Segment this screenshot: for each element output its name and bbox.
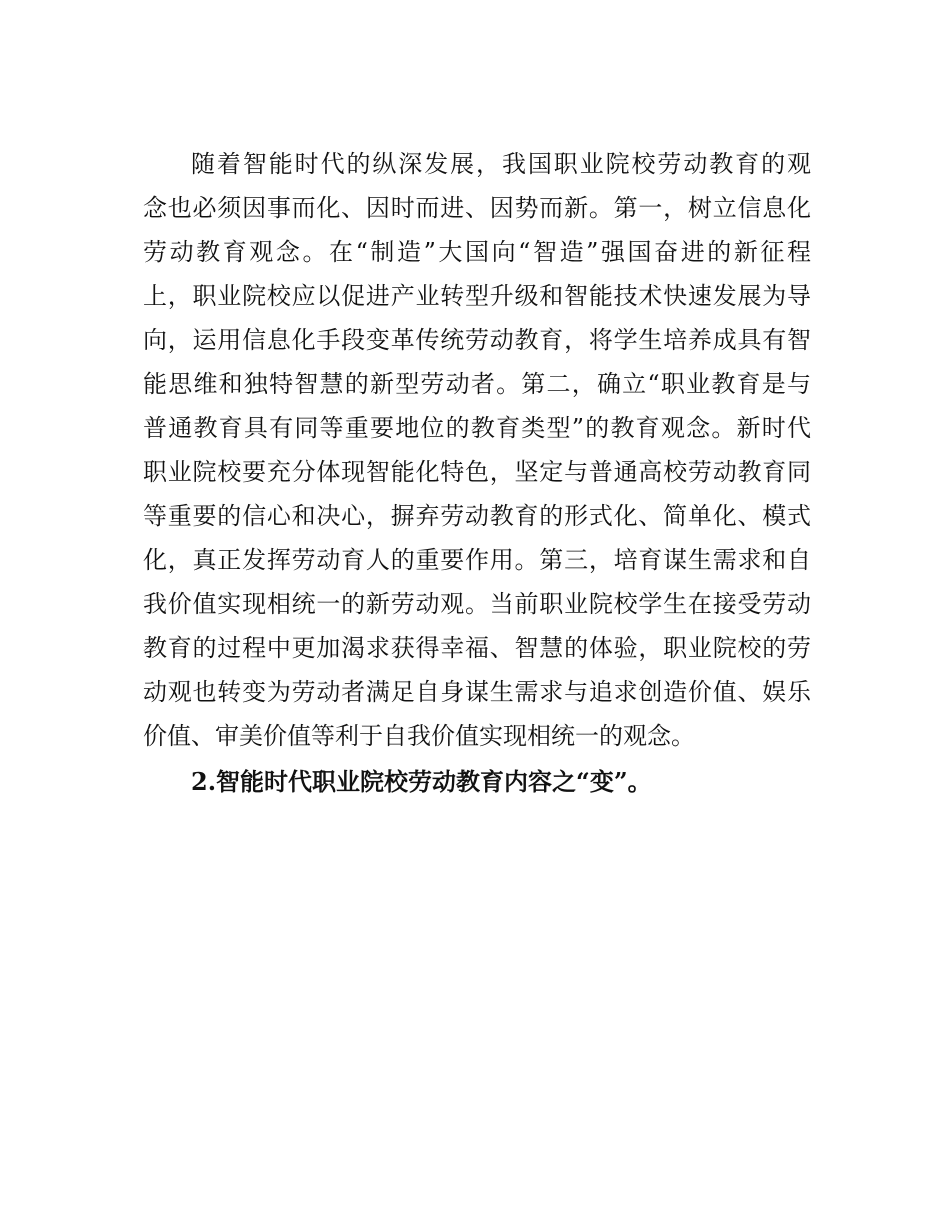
body-paragraph bbox=[143, 142, 811, 758]
paragraph-line: 向，运用信息化手段变革传统劳动教育，将学生培养成具有智 bbox=[143, 326, 811, 354]
paragraph-line: 职业院校要充分体现智能化特色，坚定与普通高校劳动教育同 bbox=[143, 458, 811, 486]
paragraph-line: 动观也转变为劳动者满足自身谋生需求与追求创造价值、娱乐 bbox=[143, 678, 811, 706]
paragraph-line: 劳动教育观念。在“制造”大国向“智造”强国奋进的新征程 bbox=[143, 238, 811, 266]
paragraph-line: 普通教育具有同等重要地位的教育类型”的教育观念。新时代 bbox=[143, 414, 811, 442]
paragraph-line: 我价值实现相统一的新劳动观。当前职业院校学生在接受劳动 bbox=[143, 590, 811, 618]
paragraph-line: 化，真正发挥劳动育人的重要作用。第三，培育谋生需求和自 bbox=[143, 546, 811, 574]
paragraph-line: 上，职业院校应以促进产业转型升级和智能技术快速发展为导 bbox=[143, 282, 811, 310]
paragraph-line: 随着智能时代的纵深发展，我国职业院校劳动教育的观 bbox=[191, 150, 811, 178]
paragraph-line: 能思维和独特智慧的新型劳动者。第二，确立“职业教育是与 bbox=[143, 370, 811, 398]
section-heading: 2.智能时代职业院校劳动教育内容之“变”。 bbox=[191, 767, 652, 796]
paragraph-line: 价值、审美价值等利于自我价值实现相统一的观念。 bbox=[143, 722, 695, 750]
paragraph-line: 教育的过程中更加渴求获得幸福、智慧的体验，职业院校的劳 bbox=[143, 634, 811, 662]
paragraph-line: 念也必须因事而化、因时而进、因势而新。第一，树立信息化 bbox=[143, 194, 811, 222]
paragraph-line: 等重要的信心和决心，摒弃劳动教育的形式化、简单化、模式 bbox=[143, 502, 811, 530]
